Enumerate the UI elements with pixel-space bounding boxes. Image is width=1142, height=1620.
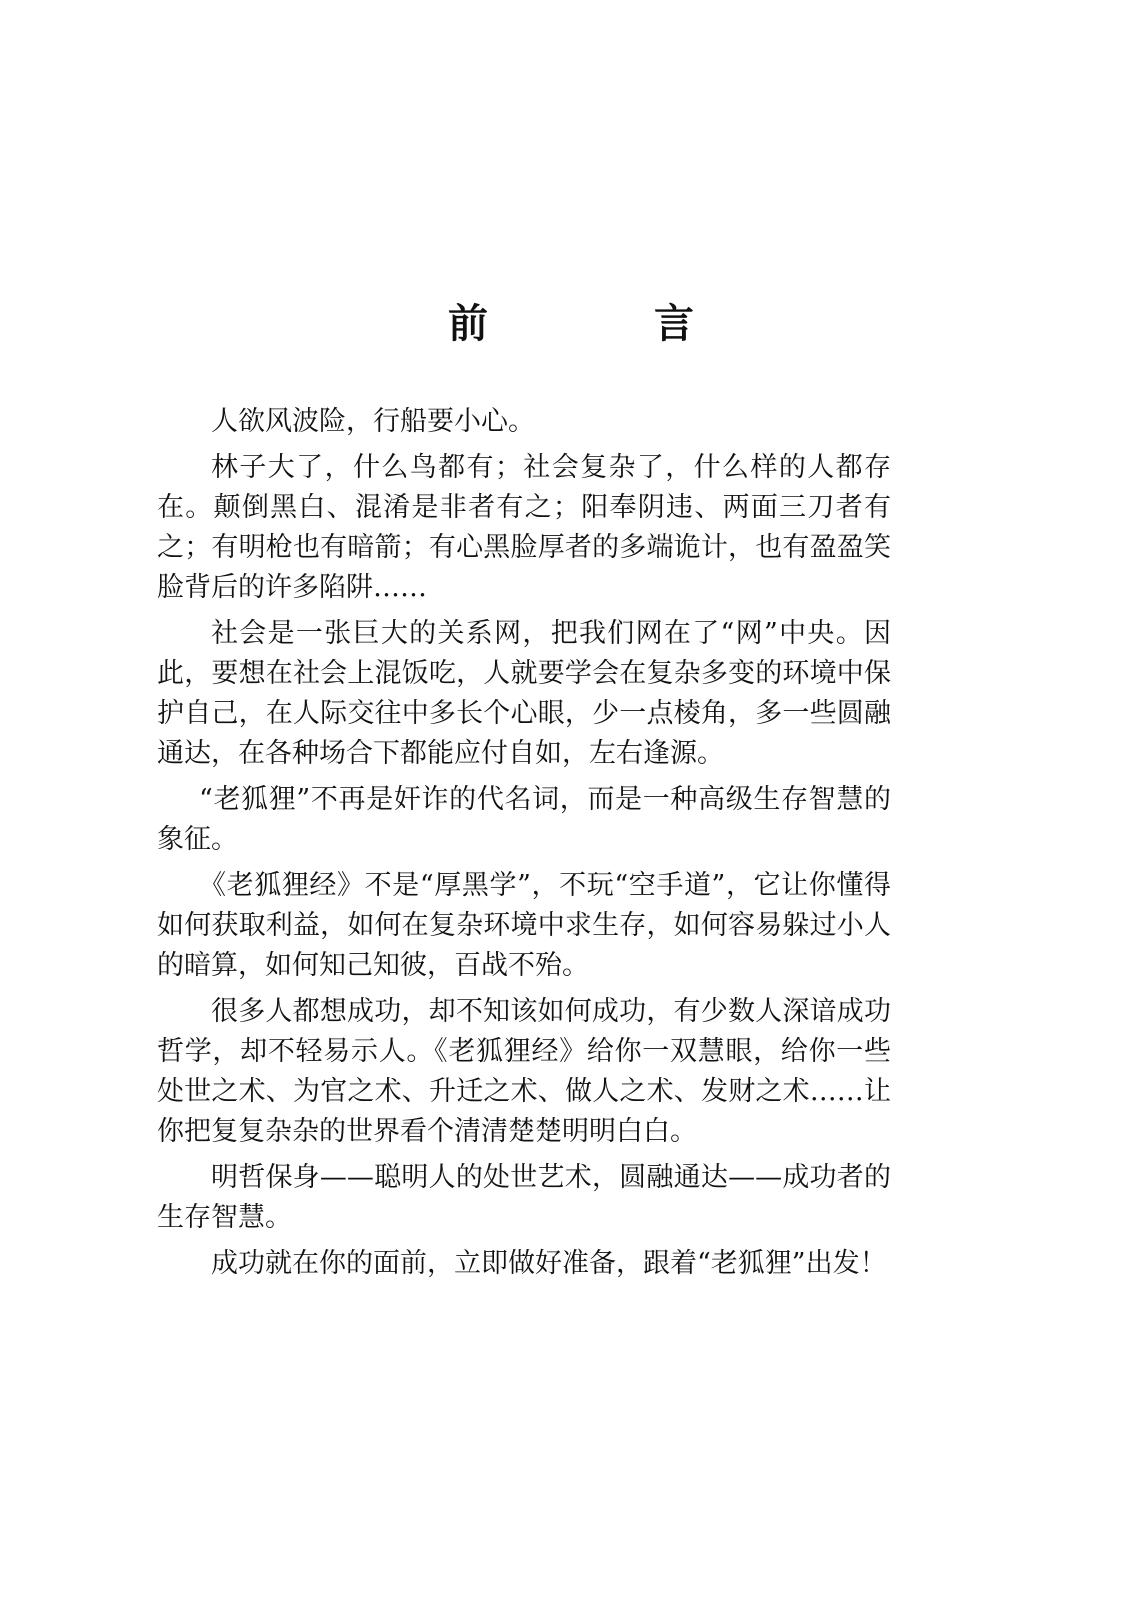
paragraph: 林子大了，什么鸟都有；社会复杂了，什么样的人都存在。颠倒黑白、混淆是非者有之；阳奉阴违、两面三刀者有之；有明枪也有暗箭；有心黑脸厚者的多端诡计，也有盈盈笑脸背后的许多陷阱…… [157,452,891,603]
paragraph: 成功就在你的面前，立即做好准备，跟着“老狐狸”出发！ [211,1248,887,1279]
paragraph: 《老狐狸经》不是“厚黑学”，不玩“空手道”，它让你懂得如何获取利益，如何在复杂环境中求生存，如何容易躲过小人的暗算，如何知己知彼，百战不殆。 [157,870,891,981]
preface-body [157,402,891,1290]
page-title: 前 言 [448,301,770,347]
paragraph: 人欲风波险，行船要小心。 [211,406,535,437]
paragraph: 明哲保身——聪明人的处世艺术，圆融通达——成功者的生存智慧。 [157,1162,891,1233]
paragraph: 社会是一张巨大的关系网，把我们网在了“网”中央。因此，要想在社会上混饭吃，人就要学会在复杂多变的环境中保护自己，在人际交往中多长个心眼，少一点棱角，多一些圆融通达，在各种场合下都能应付自如，左右逢源。 [157,618,891,769]
paragraph: “老狐狸”不再是奸诈的代名词，而是一种高级生存智慧的象征。 [157,784,891,855]
paragraph: 很多人都想成功，却不知该如何成功，有少数人深谙成功哲学，却不轻易示人。《老狐狸经》给你一双慧眼，给你一些处世之术、为官之术、升迁之术、做人之术、发财之术……让你把复复杂杂的世界看个清清楚楚明明白白。 [157,996,891,1147]
